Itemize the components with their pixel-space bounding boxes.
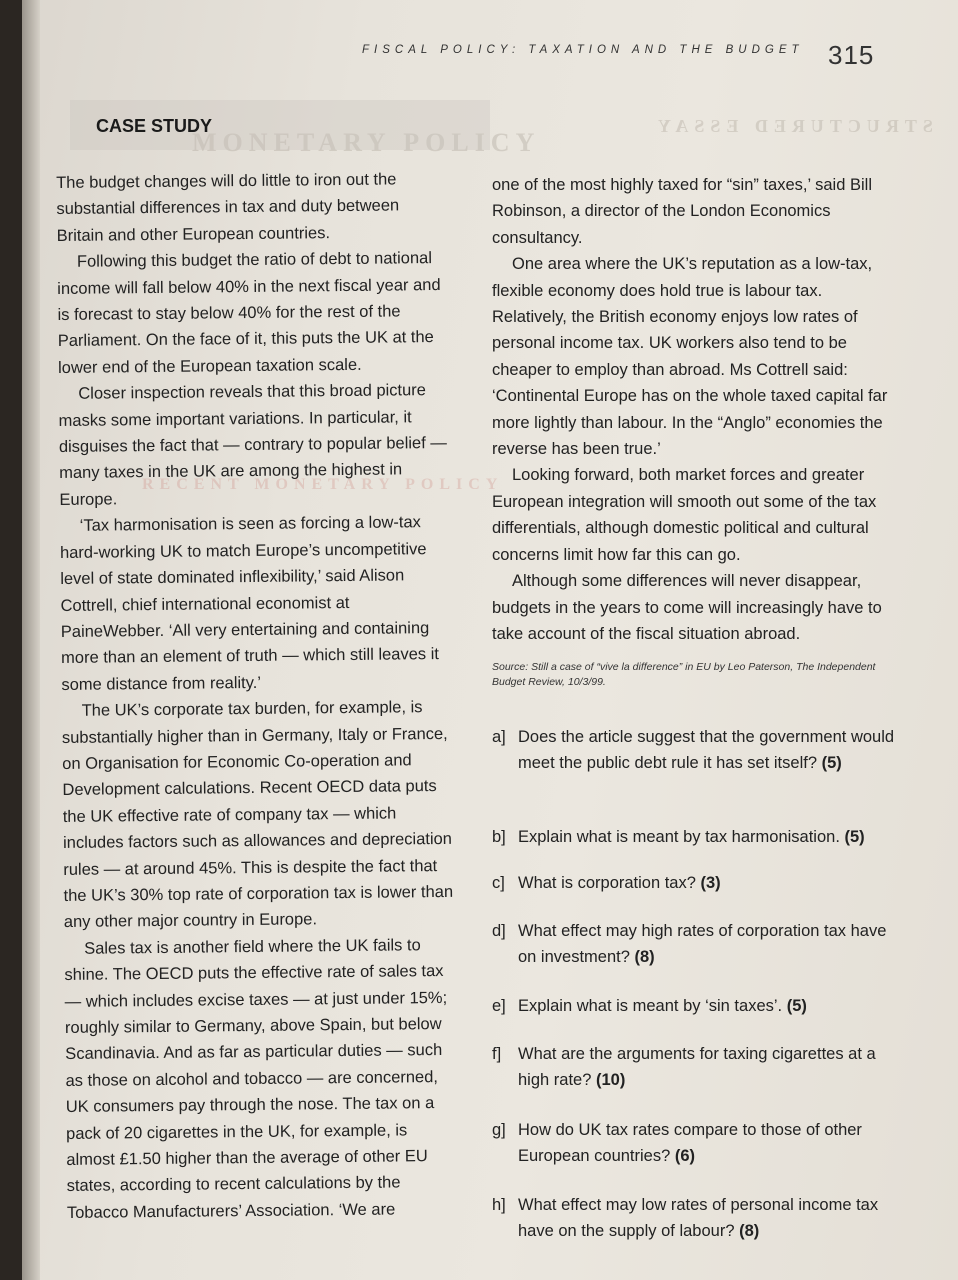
book-page	[22, 0, 958, 1280]
paragraph: Sales tax is another field where the UK fails to shine. The OECD puts the effective rate of sales tax — which includes excise taxes — at just under 15%; roughly similar to Germany, above Spain, but below Scandinavia. And as far as particular duties — such as those on alcohol and tobacco — are concerned, UK consumers pay through the nose. The tax on a pack of 20 cigarettes in the UK, for example, is almost £1.50 higher than the average of other EU states, according to recent calculations by the Tobacco Manufacturers’ Association. ‘We are	[64, 936, 448, 1222]
question-label: c]	[492, 874, 505, 892]
question-marks: (10)	[595, 1071, 626, 1090]
book-spine-shadow	[22, 0, 40, 1280]
paragraph: Looking forward, both market forces and greater European integration will smooth out some of the tax differentials, although domestic political and cultural concerns limit how far this can go.	[492, 466, 877, 564]
show-through-text: RECENT MONETARY POLICY	[142, 476, 504, 493]
question-item	[492, 918, 902, 971]
paragraph: Following this budget the ratio of debt to national income will fall below 40% in the next fiscal year and is forecast to stay below 40% for the rest of the Parliament. On the face of it, this puts the UK at the lower end of the European taxation scale.	[57, 249, 441, 377]
article-right-column	[492, 172, 892, 647]
paragraph: Closer inspection reveals that this broad picture masks some important variations. In particular, it disguises the fact that — contrary to popular belief — many taxes in the UK are among the highest in Europe.	[58, 381, 447, 509]
question-item	[492, 993, 902, 1019]
question-label: f]	[492, 1045, 502, 1063]
show-through-text: MONETARY POLICY	[192, 128, 541, 157]
case-study-label: CASE STUDY	[96, 116, 213, 136]
question-label: b]	[492, 828, 506, 846]
page-number: 315	[828, 40, 875, 70]
question-label: e]	[492, 997, 506, 1015]
question-marks: (6)	[674, 1147, 696, 1166]
question-item	[492, 1117, 902, 1170]
source-citation: Source: Still a case of “vive la difference” in EU by Leo Paterson, The Independent Budget Review, 10/3/99.	[492, 661, 876, 688]
question-marks: (8)	[634, 948, 655, 967]
show-through-text: STRUCTURED ESSAY	[652, 116, 933, 136]
paragraph: The UK’s corporate tax burden, for example, is substantially higher than in Germany, Italy or France, on Organisation for Economic Co-operation and Development calculations. Recent OECD data puts the UK effective rate of company tax — which includes factors such as allowances and depreciation rules — at around 45%. This is despite the fact that the UK’s 30% top rate of corporation tax is lower than any other major country in Europe.	[61, 698, 454, 932]
question-marks: (8)	[739, 1222, 760, 1241]
question-item	[492, 1192, 902, 1245]
question-item	[492, 870, 902, 896]
paragraph: one of the most highly taxed for “sin” taxes,’ said Bill Robinson, a director of the London Economics consultancy.	[492, 176, 872, 247]
question-item	[492, 1041, 902, 1094]
question-text: What effect may low rates of personal income tax have on the supply of labour?	[518, 1196, 879, 1241]
paragraph: ‘Tax harmonisation is seen as forcing a low-tax hard-working UK to match Europe’s uncompetitive level of state dominated inflexibility,’ said Alison Cottrell, chief international economist at PaineWebber. ‘All very entertaining and containing more than an element of truth — which still leaves it some distance from reality.’	[59, 513, 440, 694]
paragraph: One area where the UK’s reputation as a low-tax, flexible economy does hold true is labour tax. Relatively, the British economy enjoys low rates of personal income tax. UK workers also tend to be cheaper to employ than abroad. Ms Cottrell said: ‘Continental Europe has on the whole taxed capital far more lightly than labour. In the “Anglo” economies the reverse has been true.’	[492, 255, 888, 459]
question-item	[492, 724, 902, 777]
article-left-column	[56, 166, 457, 1226]
question-label: a]	[492, 728, 506, 746]
running-header: FISCAL POLICY: TAXATION AND THE BUDGET	[362, 44, 804, 56]
question-text: Explain what is meant by ‘sin taxes’.	[518, 997, 783, 1015]
question-text: What effect may high rates of corporation tax have on investment?	[518, 922, 887, 967]
paragraph: Although some differences will never disappear, budgets in the years to come will increasingly have to take account of the fiscal situation abroad.	[492, 572, 882, 643]
question-item	[492, 824, 902, 850]
question-text: Explain what is meant by tax harmonisation.	[518, 828, 840, 846]
question-label: g]	[492, 1121, 506, 1139]
question-text: How do UK tax rates compare to those of other European countries?	[518, 1121, 862, 1166]
question-text: What is corporation tax?	[518, 874, 696, 892]
question-text: Does the article suggest that the government would meet the public debt rule it has set itself?	[518, 728, 895, 773]
question-marks: (5)	[844, 828, 865, 846]
question-label: h]	[492, 1196, 506, 1214]
question-label: d]	[492, 922, 506, 940]
paragraph: The budget changes will do little to iron out the substantial differences in tax and duty between Britain and other European countries.	[56, 170, 400, 245]
question-marks: (5)	[821, 754, 842, 773]
question-text: What are the arguments for taxing cigarettes at a high rate?	[518, 1045, 876, 1090]
question-marks: (3)	[700, 874, 721, 892]
question-marks: (5)	[786, 997, 807, 1015]
